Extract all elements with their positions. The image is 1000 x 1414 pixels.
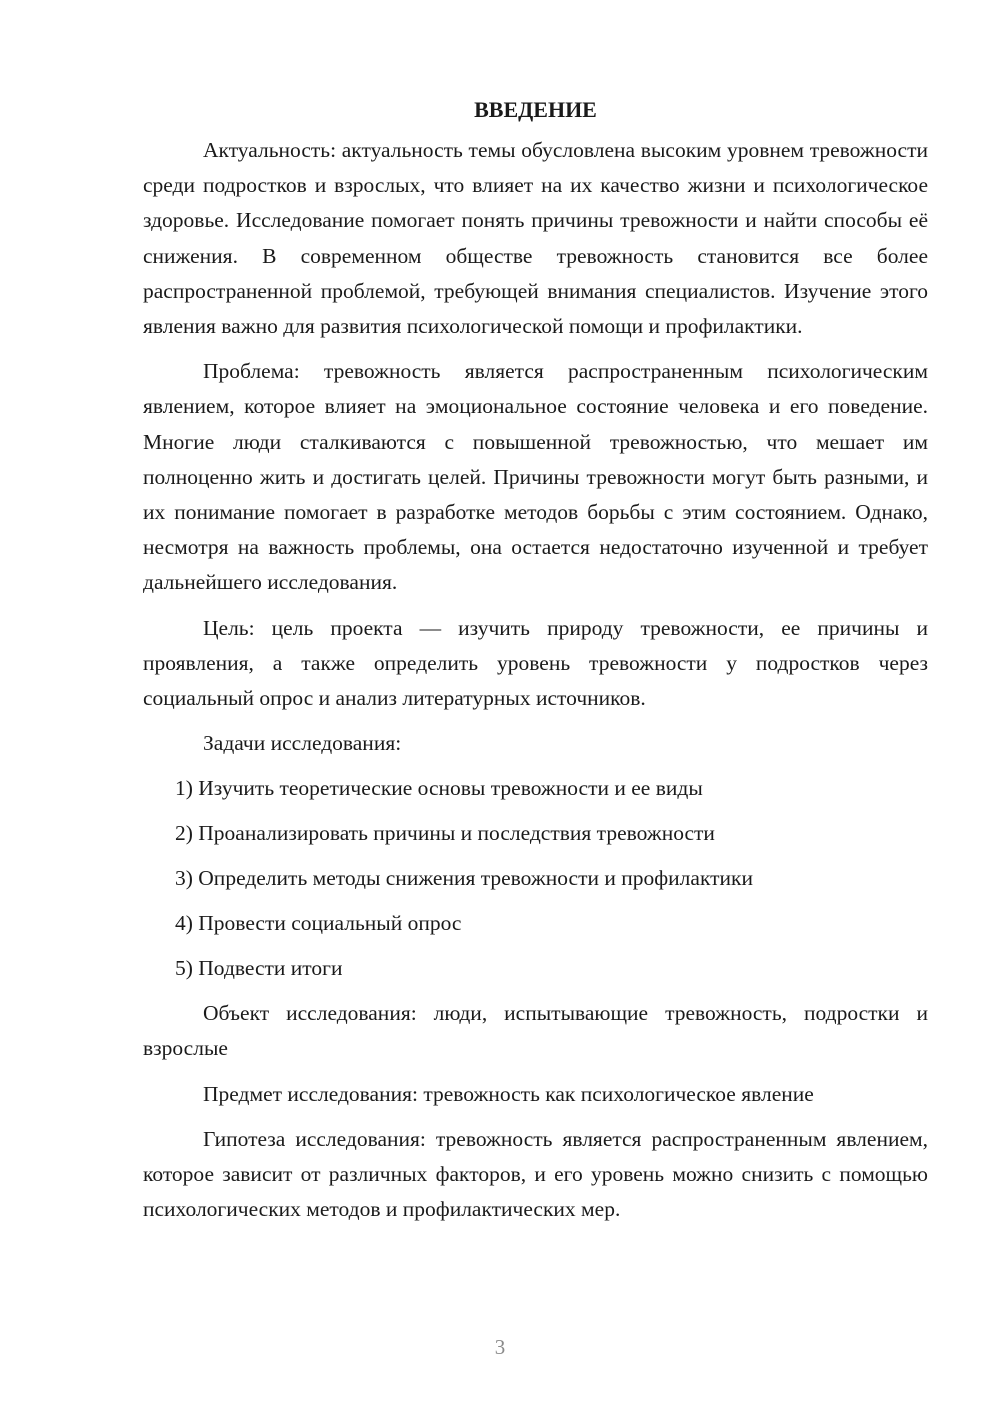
- list-item: 1) Изучить теоретические основы тревожности и ее виды: [175, 776, 703, 801]
- document-page: [143, 92, 928, 1237]
- paragraph-hypothesis: Гипотеза исследования: тревожность является распространенным явлением, которое зависит от различных факторов, и его уровень можно снизить с помощью психологических методов и профилактических мер.: [143, 1126, 928, 1222]
- list-item: 5) Подвести итоги: [175, 956, 343, 981]
- paragraph-object: Объект исследования: люди, испытывающие тревожность, подростки и взрослые: [143, 1001, 928, 1061]
- page-title: ВВЕДЕНИЕ: [474, 97, 597, 122]
- list-item: 2) Проанализировать причины и последствия тревожности: [175, 821, 715, 846]
- paragraph-subject: Предмет исследования: тревожность как психологическое явление: [203, 1081, 814, 1106]
- paragraph-problem: Проблема: тревожность является распространенным психологическим явлением, которое влияет на эмоциональное состояние человека и его поведение. Многие люди сталкиваются с повышенной тревожностью, что мешает им полноценно жить и достигать целей. Причины тревожности могут быть разными, и их понимание помогает в разработке методов борьбы с этим состоянием. Однако, несмотря на важность проблемы, она остается недостаточно изученной и требует дальнейшего исследования.: [143, 359, 928, 595]
- tasks-list: [143, 771, 928, 986]
- paragraph-relevance: Актуальность: актуальность темы обусловлена высоким уровнем тревожности среди подростков и взрослых, что влияет на их качество жизни и психологическое здоровье. Исследование помогает понять причины тревожности и найти способы её снижения. В современном обществе тревожность становится все более распространенной проблемой, требующей внимания специалистов. Изучение этого явления важно для развития психологической помощи и профилактики.: [143, 138, 928, 339]
- paragraph-goal: Цель: цель проекта — изучить природу тревожности, ее причины и проявления, а также определить уровень тревожности у подростков через социальный опрос и анализ литературных источников.: [143, 615, 928, 711]
- list-item: 4) Провести социальный опрос: [175, 911, 462, 936]
- page-number: 3: [494, 1335, 506, 1359]
- tasks-heading: Задачи исследования:: [203, 731, 402, 756]
- list-item: 3) Определить методы снижения тревожности и профилактики: [175, 866, 753, 891]
